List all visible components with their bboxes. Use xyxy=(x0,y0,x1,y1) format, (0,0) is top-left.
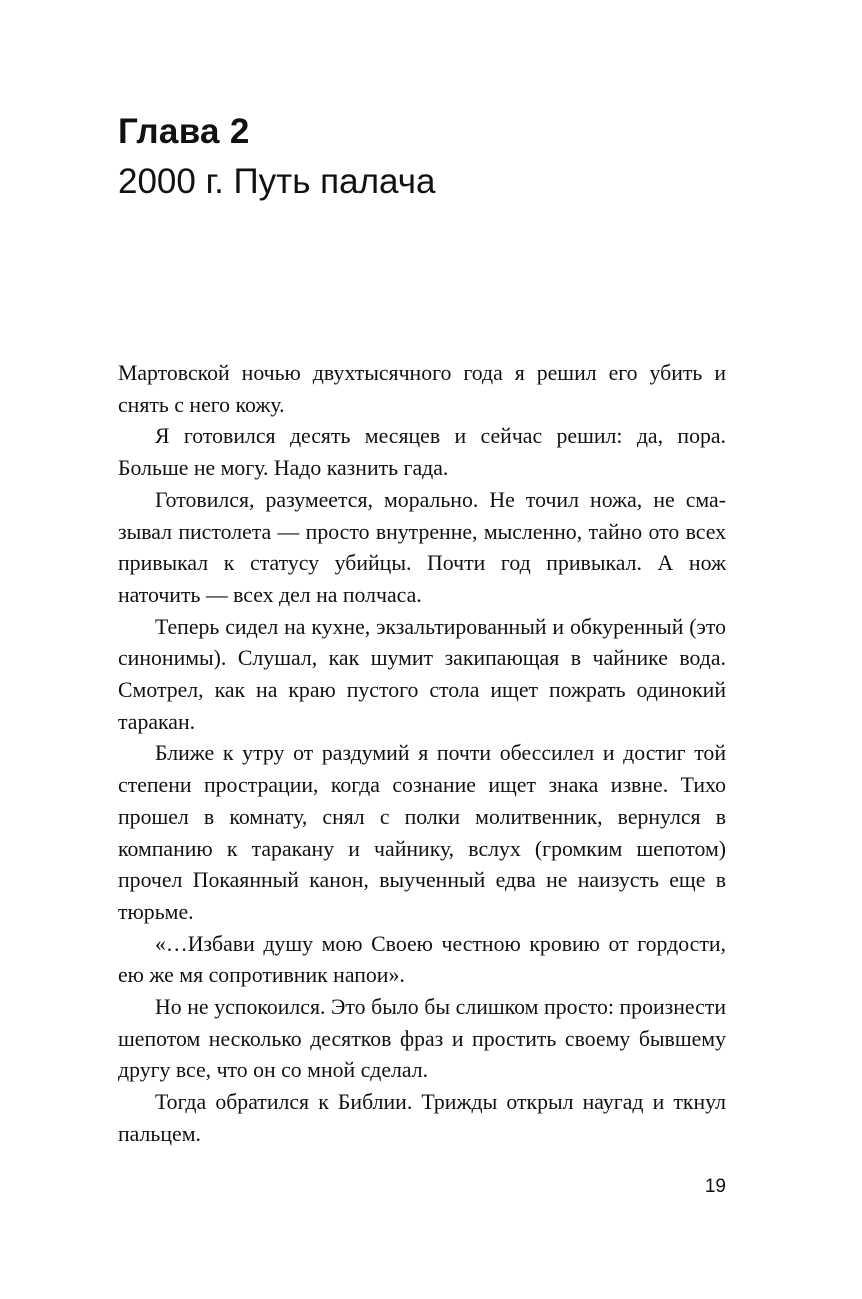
paragraph-2: Я готовился десять месяцев и сейчас решил: да, пора. Больше не могу. Надо казнить гада. xyxy=(118,424,726,481)
paragraph-4: Теперь сидел на кухне, экзальтированный и обкуренный (это синонимы). Слушал, как шумит закипающая в чайнике вода. Смотрел, как на краю пустого стола ищет пожрать одинокий таракан. xyxy=(118,614,726,734)
chapter-label: Глава 2 xyxy=(118,112,250,151)
paragraph-1: Мартовской ночью двухтысячного года я решил его убить и снять с него кожу. xyxy=(118,361,726,417)
paragraph-6: «…Избави душу мою Своею честною кровию от гордости, ею же мя сопротивник напои». xyxy=(118,931,726,988)
paragraph-5: Ближе к утру от раздумий я почти обессилел и достиг той степени прострации, когда сознание ищет знака извне. Тихо прошел в комнату, снял с полки молитвенник, вернулся в компанию к таракану и чайнику, вслух (громким шепотом) прочел Покаянный канон, выученный едва не наизусть еще в тюрьме. xyxy=(118,741,726,924)
body-text xyxy=(118,358,726,1151)
paragraph-3: Готовился, разумеется, морально. Не точил ножа, не смазывал пистолета — просто внутренне, мысленно, тайно ото всех привыкал к статусу убийцы. Почти год привыкал. А нож наточить — всех дел на полчаса. xyxy=(118,487,726,607)
chapter-title: 2000 г. Путь палача xyxy=(118,162,436,201)
page-number: 19 xyxy=(704,1176,726,1197)
paragraph-8: Тогда обратился к Библии. Трижды открыл наугад и ткнул пальцем. xyxy=(118,1090,726,1146)
paragraph-7: Но не успокоился. Это было бы слишком просто: произнести шепотом несколько десятков фраз и простить своему бывшему другу все, что он со мной сделал. xyxy=(118,995,726,1083)
